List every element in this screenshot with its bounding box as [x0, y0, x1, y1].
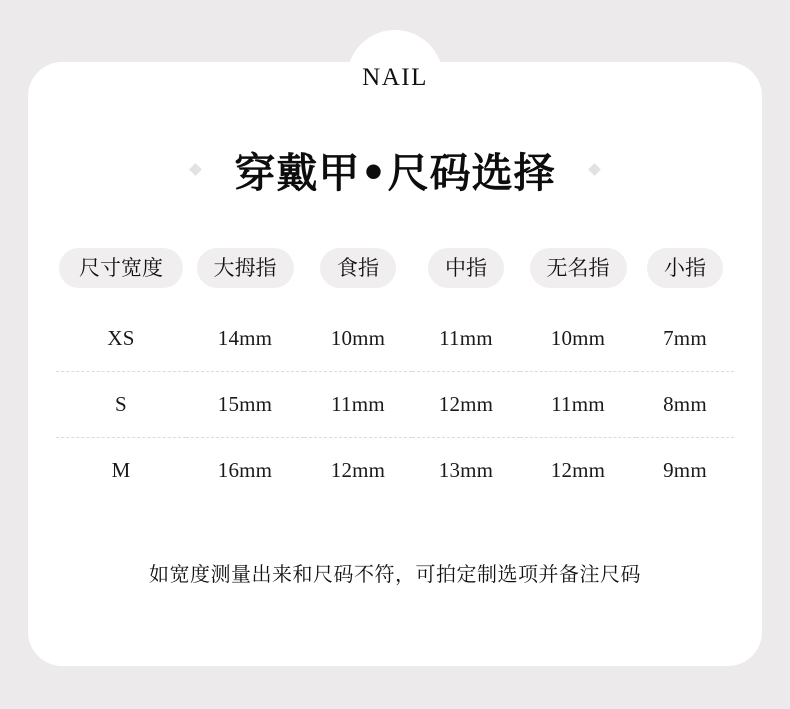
diamond-right-icon	[588, 163, 601, 176]
header-pill-ring-finger: 无名指	[530, 248, 627, 288]
header-pill-size-width: 尺寸宽度	[59, 248, 183, 288]
table-header-cell-3	[412, 248, 520, 306]
size-table-head	[56, 248, 734, 306]
nail-badge	[347, 30, 443, 126]
size-table-body	[56, 306, 734, 503]
row-size-label: XS	[107, 326, 135, 351]
cell-thumb: 16mm	[186, 438, 304, 504]
header-pill-middle-finger: 中指	[428, 248, 504, 288]
table-header-row	[56, 248, 734, 306]
cell-ring-finger: 11mm	[520, 372, 636, 438]
cell-middle-finger: 12mm	[412, 372, 520, 438]
footer-note: 如宽度测量出来和尺码不符，可拍定制选项并备注尺码	[149, 562, 641, 586]
cell-middle-finger: 13mm	[412, 438, 520, 504]
table-row	[56, 372, 734, 438]
cell-index-finger: 11mm	[304, 372, 412, 438]
table-header-cell-1	[186, 248, 304, 306]
diamond-left-icon	[190, 163, 203, 176]
page-title: 穿戴甲•尺码选择	[234, 149, 556, 197]
table-header-cell-0	[56, 248, 186, 306]
page-title-row	[0, 140, 790, 199]
cell-little-finger: 7mm	[663, 326, 707, 351]
row-size-label: M	[56, 438, 186, 504]
cell-index-finger: 12mm	[304, 438, 412, 504]
table-header-cell-5	[636, 248, 734, 306]
size-table-wrapper	[56, 248, 734, 503]
table-row	[56, 438, 734, 504]
table-header-cell-4	[520, 248, 636, 306]
cell-little-finger: 9mm	[636, 438, 734, 504]
table-row	[56, 306, 734, 372]
header-pill-index-finger: 食指	[320, 248, 396, 288]
cell-ring-finger: 10mm	[550, 326, 606, 351]
cell-thumb: 14mm	[217, 326, 273, 351]
table-header-cell-2	[304, 248, 412, 306]
cell-little-finger: 8mm	[636, 372, 734, 438]
nail-badge-label: NAIL	[362, 64, 428, 91]
row-size-label: S	[56, 372, 186, 438]
cell-ring-finger: 12mm	[520, 438, 636, 504]
header-pill-thumb: 大拇指	[197, 248, 294, 288]
cell-middle-finger: 11mm	[439, 326, 493, 351]
size-table	[56, 248, 734, 503]
cell-thumb: 15mm	[186, 372, 304, 438]
cell-index-finger: 10mm	[330, 326, 386, 351]
header-pill-little-finger: 小指	[647, 248, 723, 288]
